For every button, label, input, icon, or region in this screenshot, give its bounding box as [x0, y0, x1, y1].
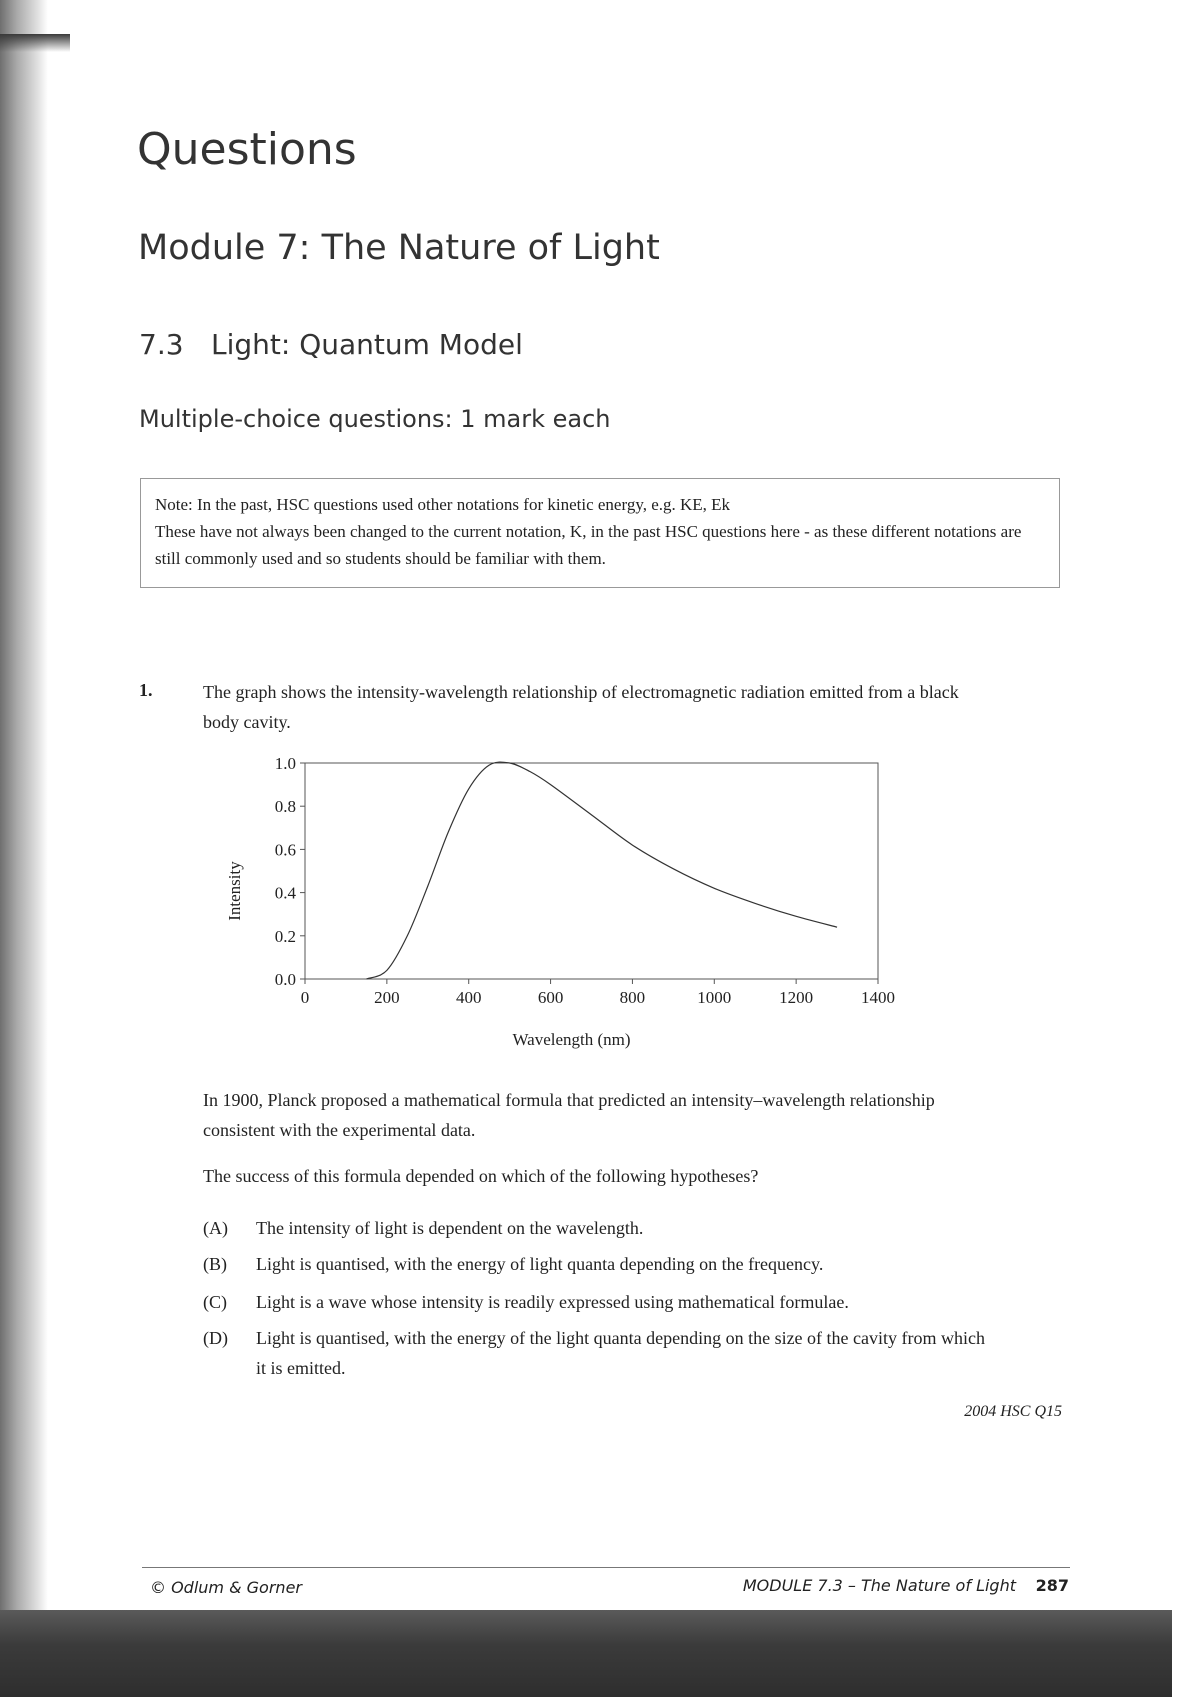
notation-note-box: [140, 478, 1060, 588]
page-number: 287: [1035, 1576, 1069, 1595]
option-text: The intensity of light is dependent on the wavelength.: [256, 1218, 644, 1238]
intensity-wavelength-chart: [210, 750, 910, 1060]
y-tick-label: 0.2: [274, 926, 296, 946]
option-letter: (B): [203, 1254, 227, 1274]
option-letter: (C): [203, 1292, 227, 1312]
option-text: Light is quantised, with the energy of the light quanta depending on the size of the cavity from which it is emitted.: [256, 1328, 985, 1378]
option-a[interactable]: [203, 1213, 993, 1243]
x-tick-label: 1200: [779, 988, 814, 1007]
section-heading: [139, 328, 523, 361]
scan-bottom-shadow: [0, 1610, 1200, 1697]
x-tick-label: 200: [374, 988, 400, 1007]
question-paragraph-1: In 1900, Planck proposed a mathematical formula that predicted an intensity–wavelength relationship consistent with the experimental data.: [203, 1090, 935, 1140]
note-line-2: These have not always been changed to the current notation, K, in the past HSC questions here - as these different notations are still commonly used and so students should be familiar with them.: [155, 522, 1022, 568]
y-tick-label: 0.4: [274, 883, 296, 903]
section-number: 7.3: [139, 328, 184, 361]
footer-copyright: © Odlum & Gorner: [150, 1578, 302, 1597]
plot-frame: [305, 763, 878, 979]
x-tick-label: 600: [537, 988, 564, 1007]
x-tick-label: 1000: [697, 988, 732, 1007]
x-tick-label: 0: [300, 988, 310, 1007]
option-text: Light is a wave whose intensity is readily expressed using mathematical formulae.: [256, 1292, 849, 1312]
intensity-curve: [366, 762, 837, 979]
x-axis-label: Wavelength (nm): [512, 1030, 631, 1049]
note-line-1: Note: In the past, HSC questions used other notations for kinetic energy, e.g. KE, Ek: [155, 495, 731, 514]
y-tick-label: 0.8: [274, 797, 296, 817]
y-tick-label: 0.0: [274, 970, 296, 989]
page-corner-shadow: [0, 34, 70, 52]
question-source: 2004 HSC Q15: [964, 1403, 1062, 1420]
question-paragraph-2: The success of this formula depended on which of the following hypotheses?: [203, 1166, 759, 1186]
section-name: Light: Quantum Model: [211, 328, 523, 361]
scan-right-edge: [1172, 1610, 1200, 1697]
y-tick-label: 0.6: [274, 840, 296, 860]
x-tick-label: 1400: [861, 988, 895, 1007]
option-d[interactable]: [203, 1323, 993, 1383]
mcq-heading: Multiple-choice questions: 1 mark each: [139, 405, 611, 433]
x-tick-label: 800: [619, 988, 646, 1007]
option-text: Light is quantised, with the energy of light quanta depending on the frequency.: [256, 1254, 824, 1274]
option-b[interactable]: [203, 1249, 993, 1279]
footer-rule: [142, 1567, 1070, 1568]
y-axis-label: Intensity: [225, 861, 244, 921]
y-tick-label: 1.0: [274, 754, 296, 773]
question-stem: The graph shows the intensity-wavelength relationship of electromagnetic radiation emitted from a black body cavity.: [203, 682, 959, 732]
option-letter: (D): [203, 1328, 228, 1348]
option-letter: (A): [203, 1218, 228, 1238]
question-number: 1.: [139, 680, 153, 700]
option-c[interactable]: [203, 1287, 993, 1317]
page-binding-shadow: [0, 0, 48, 1697]
page-title: Questions: [137, 124, 357, 175]
module-heading: Module 7: The Nature of Light: [138, 228, 660, 268]
x-tick-label: 400: [455, 988, 482, 1007]
footer-module: MODULE 7.3 – The Nature of Light: [742, 1576, 1016, 1595]
